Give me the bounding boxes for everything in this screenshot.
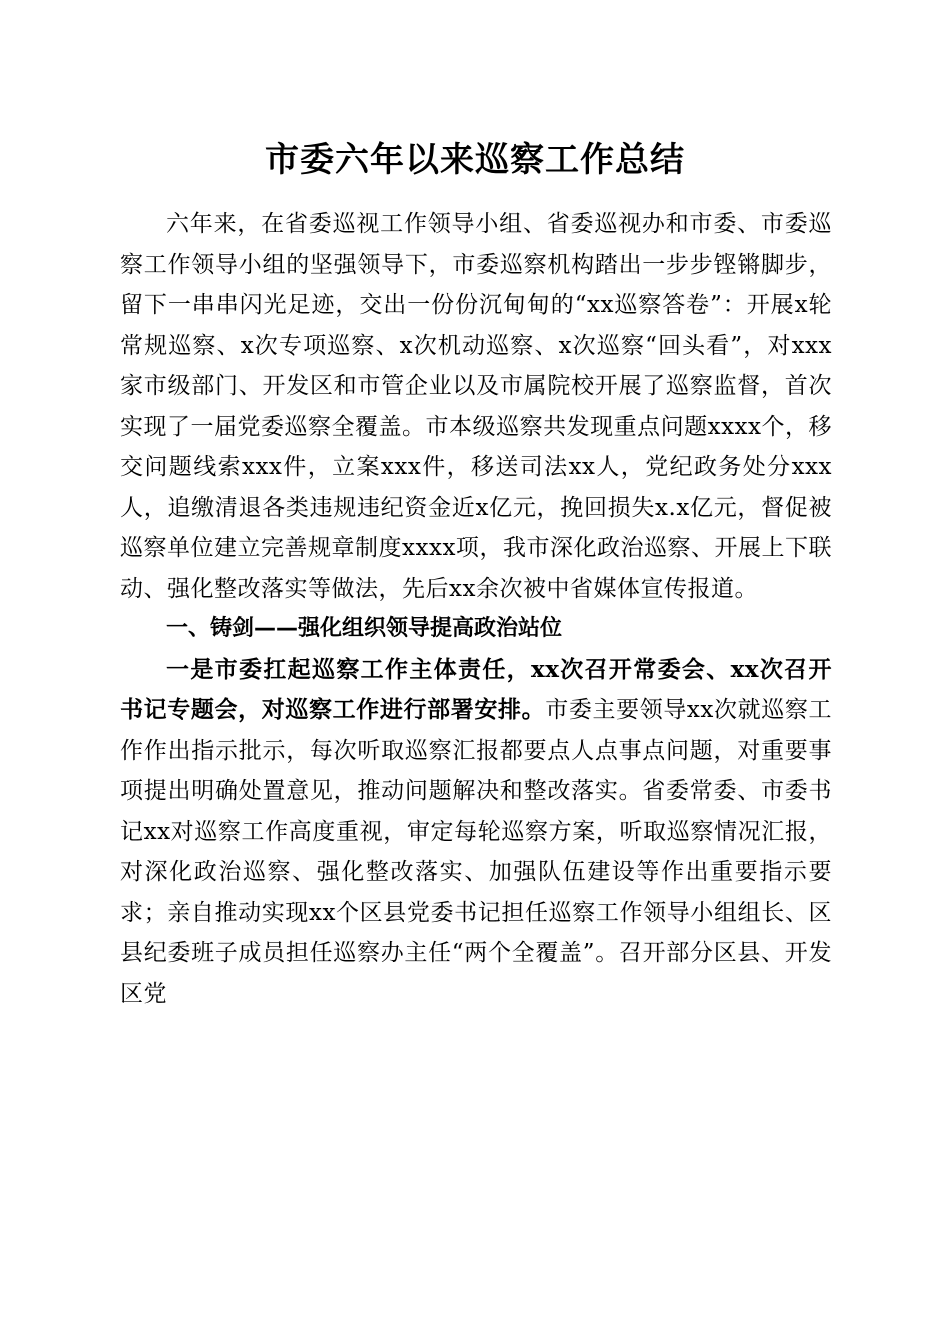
intro-paragraph: 六年来，在省委巡视工作领导小组、省委巡视办和市委、市委巡察工作领导小组的坚强领导下，市委巡察机构踏出一步步铿锵脚步，留下一串串闪光足迹，交出一份份沉甸甸的“xx巡察答卷”：开展x轮常规巡察、x次专项巡察、x次机动巡察、x次巡察“回头看”，对xxx家市级部门、开发区和市管企业以及市属院校开展了巡察监督，首次实现了一届党委巡察全覆盖。市本级巡察共发现重点问题xxxx个，移交问题线索xxx件，立案xxx件，移送司法xx人，党纪政务处分xxx人，追缴清退各类违规违纪资金近x亿元，挽回损失x.x亿元，督促被巡察单位建立完善规章制度xxxx项，我市深化政治巡察、开展上下联动、强化整改落实等做法，先后xx余次被中省媒体宣传报道。 <box>120 211 832 602</box>
section-heading: 一、铸剑——强化组织领导提高政治站位 <box>166 616 563 641</box>
section-paragraph-lead: 一是市委扛起巡察工作主体责任，xx次召开常委会、xx次召开书记专题会，对巡察工作进行部署安排。 <box>120 655 832 723</box>
section-paragraph-rest: 市委主要领导xx次就巡察工作作出指示批示，每次听取巡察汇报都要点人点事点问题，对重要事项提出明确处置意见，推动问题解决和整改落实。省委常委、市委书记xx对巡察工作高度重视，审定每轮巡察方案，听取巡察情况汇报，对深化政治巡察、强化整改落实、加强队伍建设等作出重要指示要求；亲自推动实现xx个区县党委书记担任巡察工作领导小组组长、区县纪委班子成员担任巡察办主任“两个全覆盖”。召开部分区县、开发区党 <box>120 697 832 1007</box>
document-title: 市委六年以来巡察工作总结 <box>265 140 685 180</box>
document-body <box>120 204 832 1014</box>
section-paragraph <box>120 650 832 1015</box>
